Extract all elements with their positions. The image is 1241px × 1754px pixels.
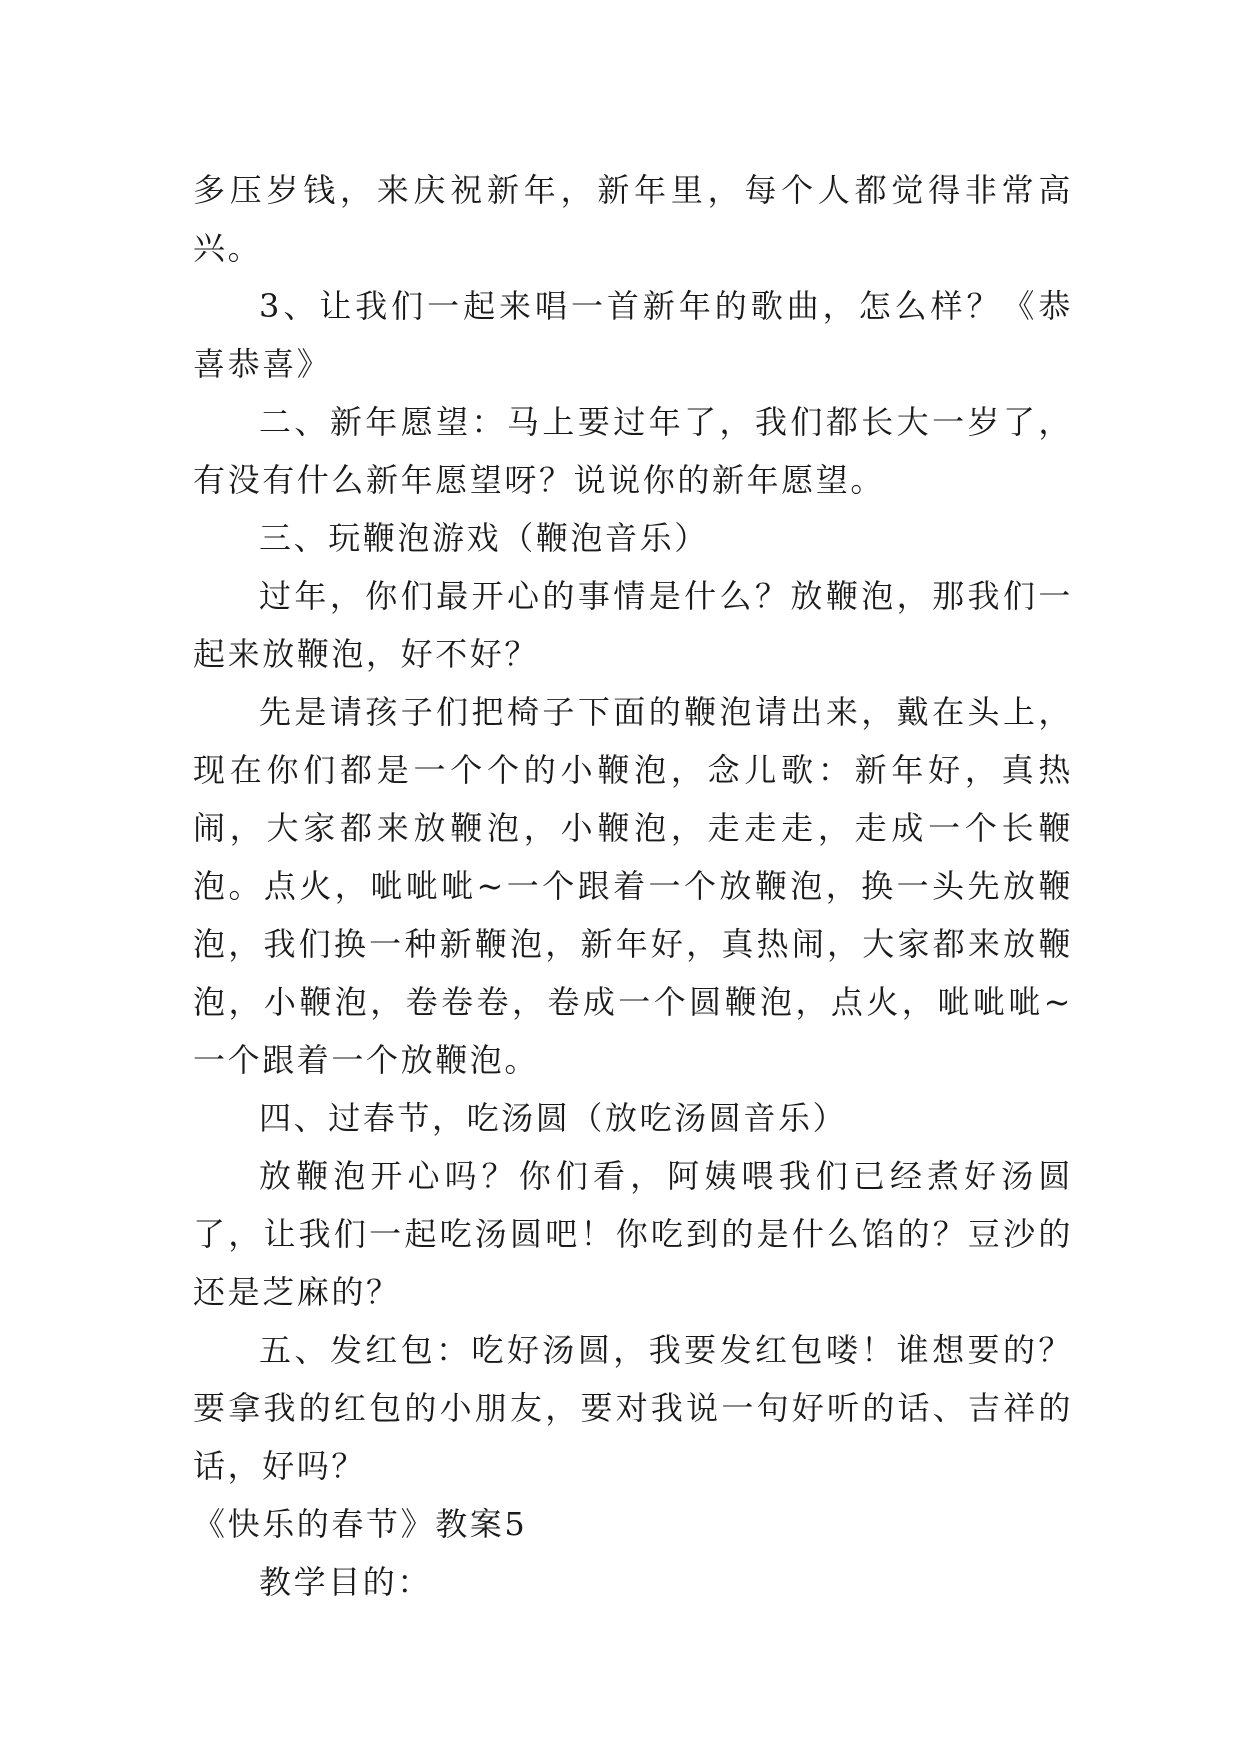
paragraph-tangyuan: 放鞭泡开心吗？你们看，阿姨喂我们已经煮好汤圆了，让我们一起吃汤圆吧！你吃到的是什么馅的？豆沙的还是芝麻的？: [193, 1157, 1073, 1311]
teaching-goal-label: 教学目的：: [259, 1563, 433, 1601]
paragraph-new-year-money: 多压岁钱，来庆祝新年，新年里，每个人都觉得非常高兴。: [193, 171, 1073, 267]
paragraph-firecracker-game-heading: 三、玩鞭泡游戏（鞭泡音乐）: [259, 519, 709, 557]
paragraph-tangyuan-heading: 四、过春节，吃汤圆（放吃汤圆音乐）: [259, 1099, 848, 1137]
paragraph-new-year-wish: 二、新年愿望：马上要过年了，我们都长大一岁了，有没有什么新年愿望呀？说说你的新年愿望。: [193, 403, 1073, 499]
section-title: 《快乐的春节》教案5: [193, 1505, 528, 1543]
paragraph-firecracker-rhyme: 先是请孩子们把椅子下面的鞭泡请出来，戴在头上，现在你们都是一个个的小鞭泡，念儿歌：新年好，真热闹，大家都来放鞭泡，小鞭泡，走走走，走成一个长鞭泡。点火，呲呲呲~一个跟着一个放鞭泡，换一头先放鞭泡，我们换一种新鞭泡，新年好，真热闹，大家都来放鞭泡，小鞭泡，卷卷卷，卷成一个圆鞭泡，点火，呲呲呲~一个跟着一个放鞭泡。: [193, 693, 1073, 1079]
paragraph-firecracker-question: 过年，你们最开心的事情是什么？放鞭泡，那我们一起来放鞭泡，好不好？: [193, 577, 1073, 673]
paragraph-red-envelope: 五、发红包：吃好汤圆，我要发红包喽！谁想要的？要拿我的红包的小朋友，要对我说一句好听的话、吉祥的话，好吗？: [193, 1331, 1073, 1485]
document-page: [193, 161, 1073, 1611]
paragraph-sing-song: 3、让我们一起来唱一首新年的歌曲，怎么样？《恭喜恭喜》: [193, 287, 1073, 383]
